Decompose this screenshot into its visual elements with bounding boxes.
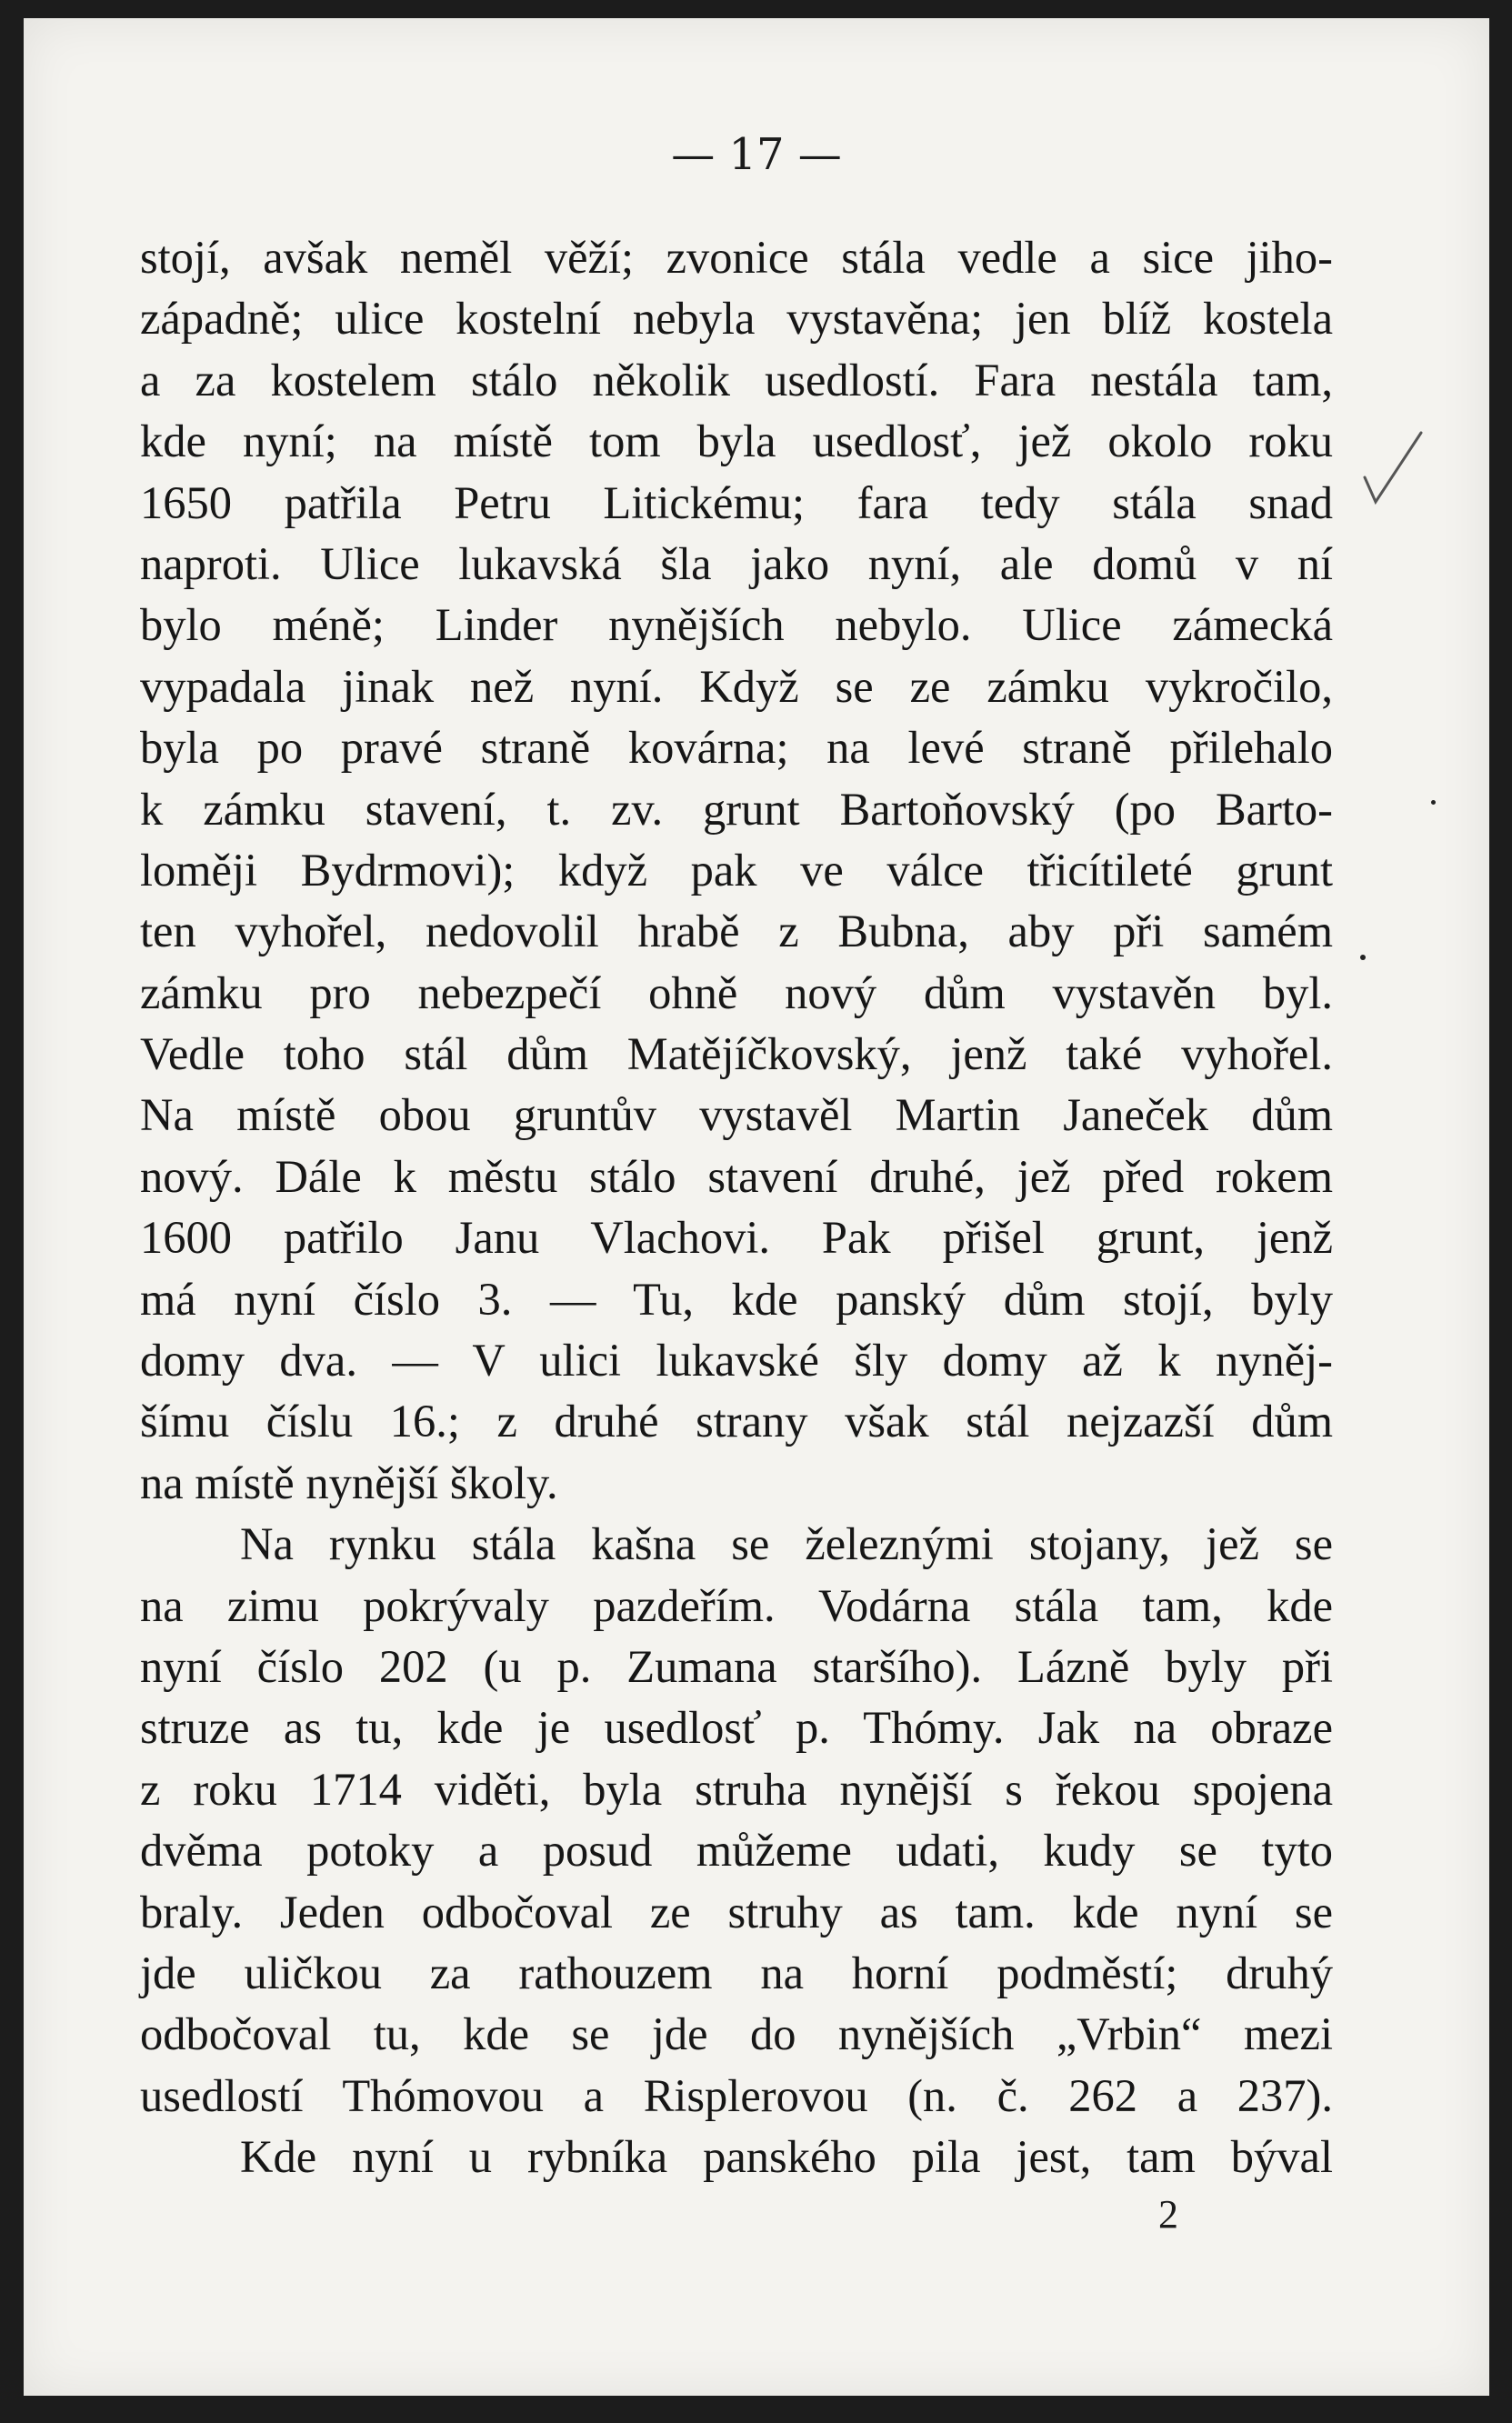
signature-mark: 2 bbox=[1158, 2192, 1178, 2237]
scan-speck bbox=[1431, 800, 1436, 805]
text-line: na zimu pokrývaly pazdeřím. Vodárna stála tam, kde bbox=[140, 1579, 1333, 1631]
text-line: odbočoval tu, kde se jde do nynějších „Vrbin“ mezi bbox=[140, 2008, 1333, 2060]
text-line: byla po pravé straně kovárna; na levé straně přilehalo bbox=[140, 722, 1333, 774]
text-line: loměji Bydrmovi); když pak ve válce třicítileté grunt bbox=[140, 844, 1333, 896]
text-line: vypadala jinak než nyní. Když se ze zámku vykročilo, bbox=[140, 660, 1333, 712]
text-line: 1600 patřilo Janu Vlachovi. Pak přišel grunt, jenž bbox=[140, 1212, 1333, 1264]
text-line: zámku pro nebezpečí ohně nový dům vystavěn byl. bbox=[140, 966, 1333, 1018]
text-line: nyní číslo 202 (u p. Zumana staršího). Lázně byly při bbox=[140, 1640, 1333, 1692]
text-line: Vedle toho stál dům Matějíčkovský, jenž také vyhořel. bbox=[140, 1028, 1333, 1080]
text-line: 1650 patřila Petru Litickému; fara tedy stála snad bbox=[140, 476, 1333, 528]
text-line: ten vyhořel, nedovolil hrabě z Bubna, aby při samém bbox=[140, 906, 1333, 957]
book-page bbox=[24, 18, 1489, 2396]
text-line: bylo méně; Linder nynějších nebylo. Ulice zámecká bbox=[140, 599, 1333, 651]
text-line: z roku 1714 viděti, byla struha nynější s řekou spojena bbox=[140, 1763, 1333, 1815]
text-line: naproti. Ulice lukavská šla jako nyní, ale domů v ní bbox=[140, 537, 1333, 589]
text-line: k zámku stavení, t. zv. grunt Bartoňovský (po Barto- bbox=[140, 783, 1333, 835]
pencil-tick-icon bbox=[1356, 427, 1428, 509]
text-line: Na rynku stála kašna se železnými stojany, jež se bbox=[240, 1518, 1333, 1570]
text-line: domy dva. — V ulici lukavské šly domy až k nyněj- bbox=[140, 1335, 1333, 1387]
text-line: a za kostelem stálo několik usedlostí. Fara nestála tam, bbox=[140, 354, 1333, 406]
text-line: šímu číslu 16.; z druhé strany však stál nejzazší dům bbox=[140, 1396, 1333, 1447]
text-line: západně; ulice kostelní nebyla vystavěna; jen blíž kostela bbox=[140, 293, 1333, 345]
text-line: Na místě obou gruntův vystavěl Martin Janeček dům bbox=[140, 1089, 1333, 1141]
text-line: dvěma potoky a posud můžeme udati, kudy se tyto bbox=[140, 1825, 1333, 1877]
text-line: má nyní číslo 3. — Tu, kde panský dům stojí, byly bbox=[140, 1273, 1333, 1325]
text-line: usedlostí Thómovou a Risplerovou (n. č. 262 a 237). bbox=[140, 2069, 1333, 2121]
text-line: kde nyní; na místě tom byla usedlosť, jež okolo roku bbox=[140, 416, 1333, 467]
text-line: braly. Jeden odbočoval ze struhy as tam. kde nyní se bbox=[140, 1886, 1333, 1937]
text-line: Kde nyní u rybníka panského pila jest, tam býval bbox=[240, 2131, 1333, 2183]
page-number: — 17 — bbox=[671, 129, 842, 180]
body-text bbox=[140, 227, 1333, 2188]
text-line: nový. Dále k městu stálo stavení druhé, jež před rokem bbox=[140, 1150, 1333, 1202]
text-line: na místě nynější školy. bbox=[140, 1457, 558, 1508]
text-line: struze as tu, kde je usedlosť p. Thómy. Jak na obraze bbox=[140, 1702, 1333, 1754]
text-line: stojí, avšak neměl věží; zvonice stála vedle a sice jiho- bbox=[140, 232, 1333, 283]
text-line: jde uličkou za rathouzem na horní podměstí; druhý bbox=[140, 1947, 1333, 1998]
scan-speck bbox=[1360, 955, 1366, 960]
